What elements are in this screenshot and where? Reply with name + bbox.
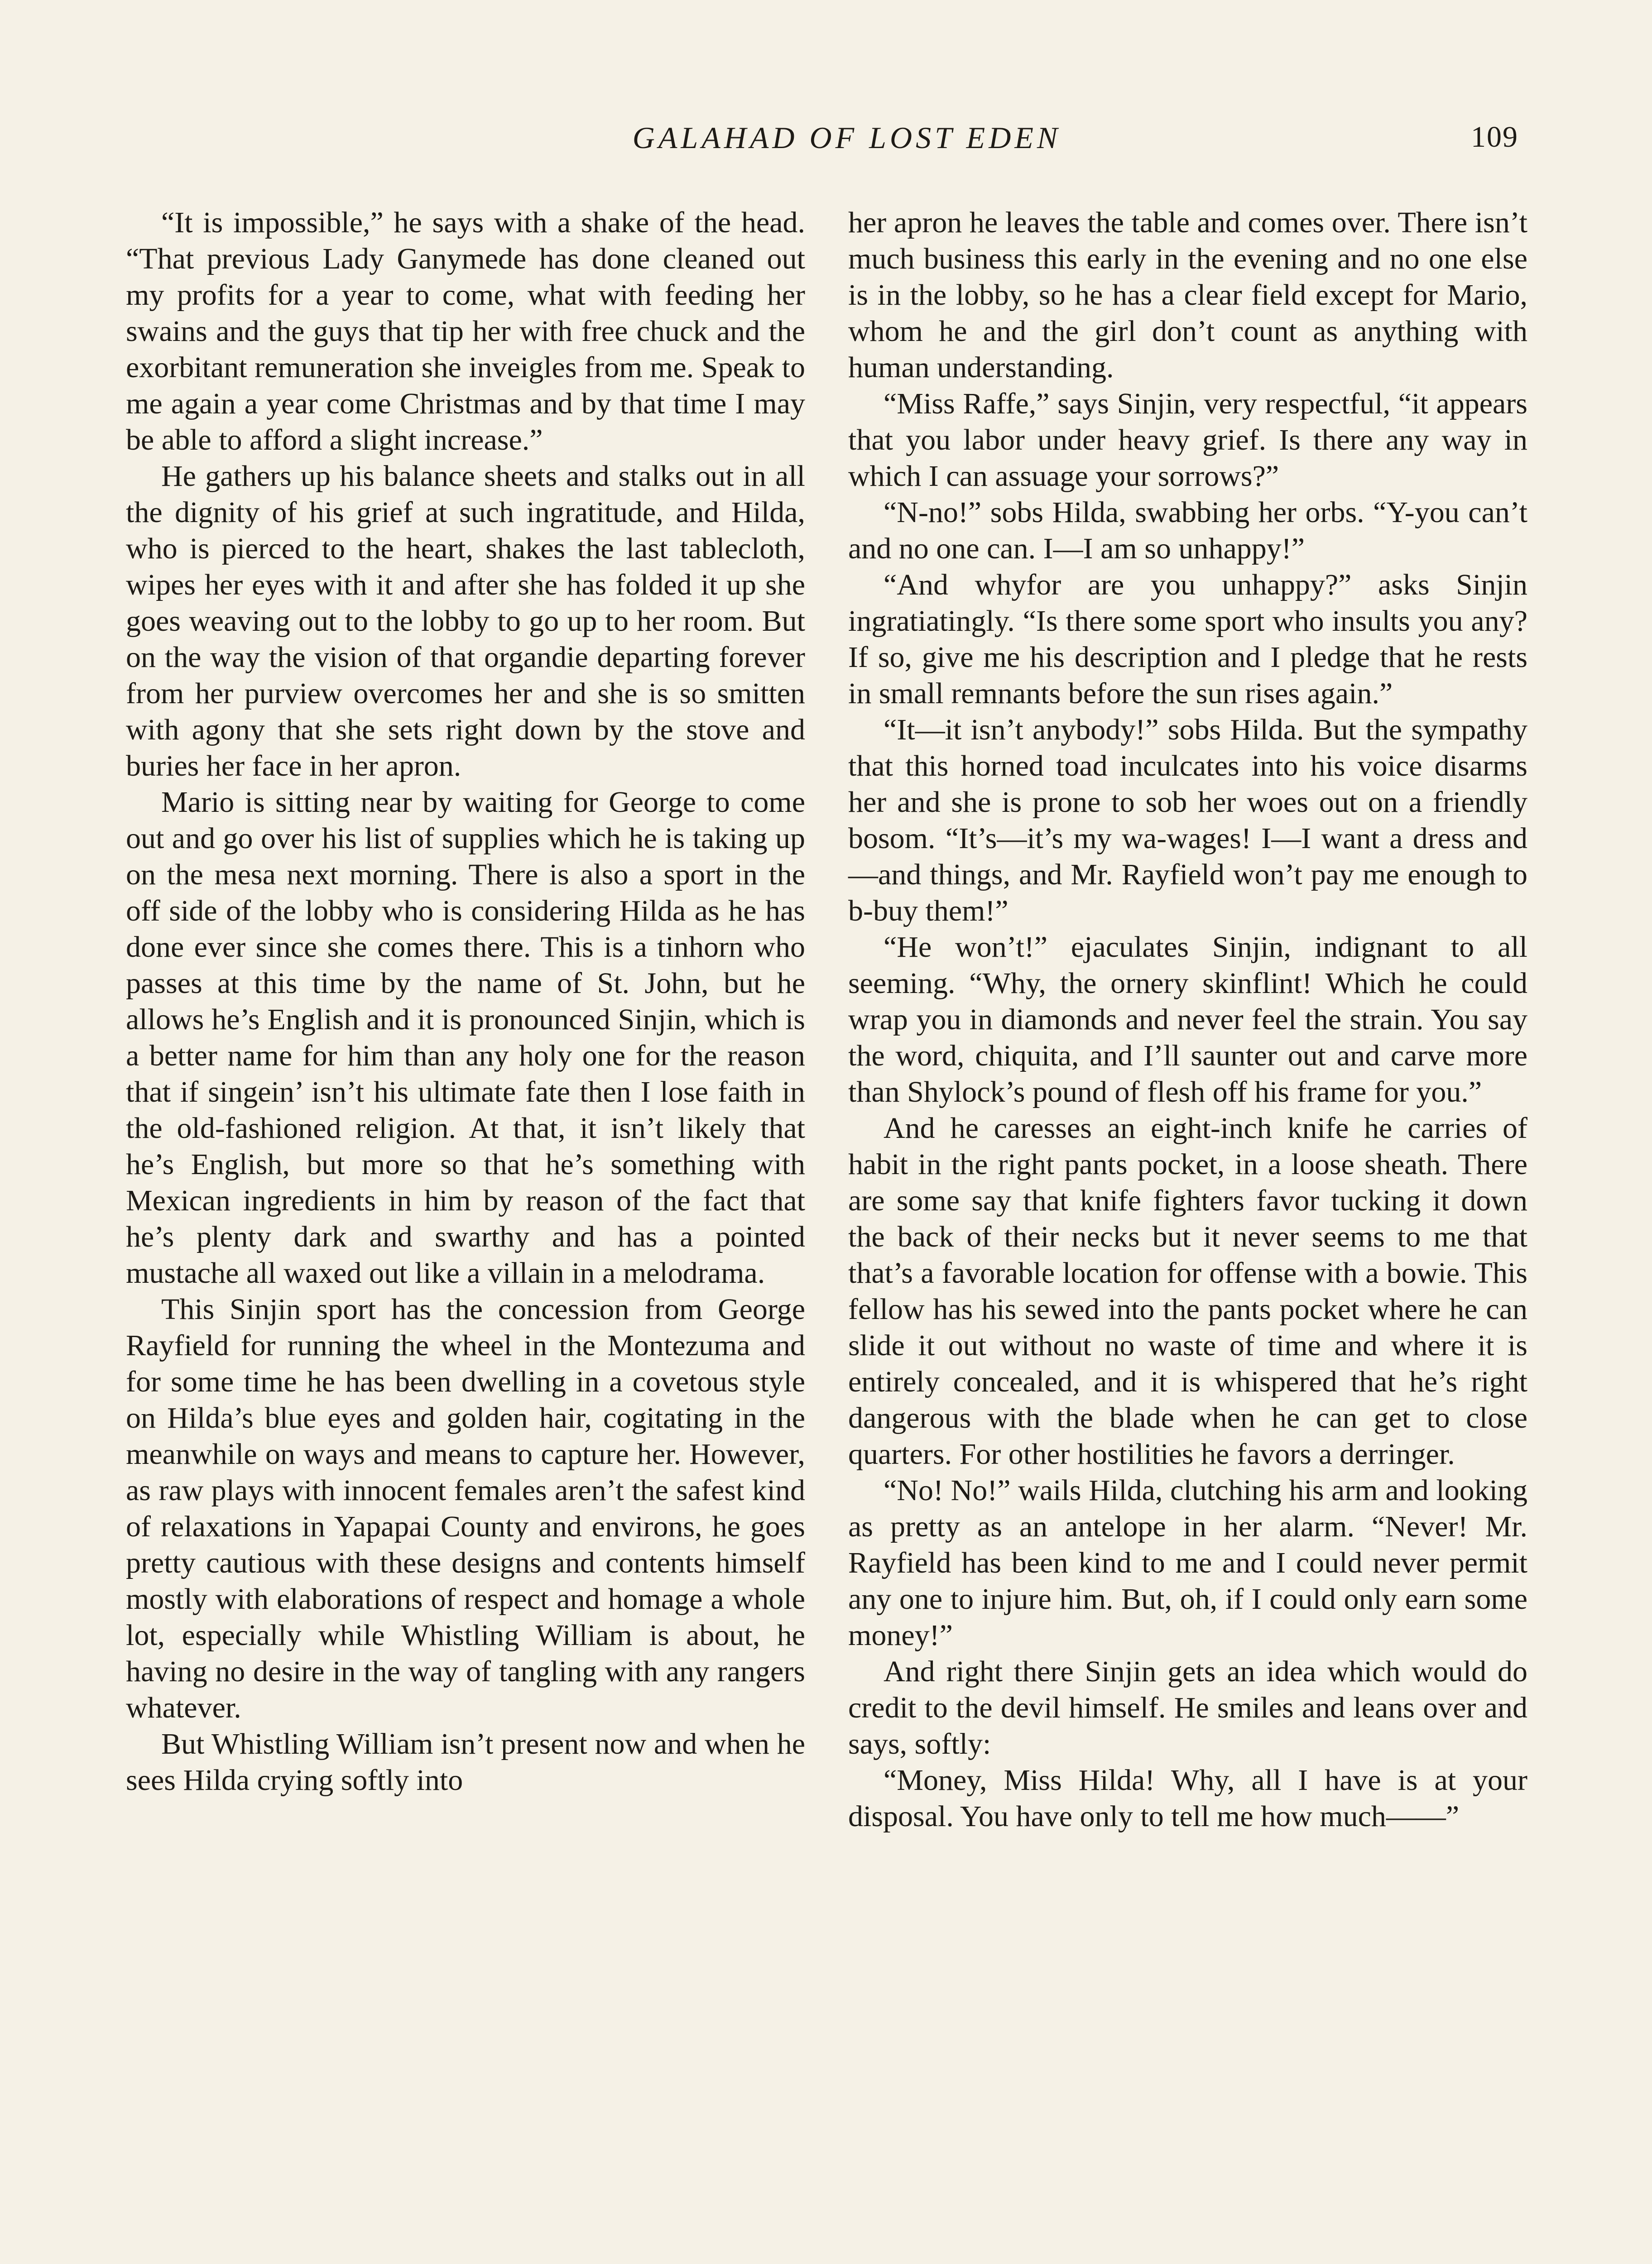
paragraph: “It is impossible,” he says with a shake of the head. “That previous Lady Ganymede has done cleaned out my profits for a year to come, what with feeding her swains and the guys that tip her with free chuck and the exorbitant remuneration she inveigles from me. Speak to me again a year come Christmas and by that time I may be able to afford a slight increase.” [126, 206, 805, 456]
paragraph-continued: her apron he leaves the table and comes over. There isn’t much business this early in the evening and no one else is in the lobby, so he has a clear field except for Mario, whom he and the girl don’t count as anything with human understanding. [848, 206, 1527, 384]
right-column [848, 205, 1527, 1835]
paragraph: “Money, Miss Hilda! Why, all I have is at your disposal. You have only to tell me how much——” [848, 1764, 1527, 1833]
paragraph: “And whyfor are you unhappy?” asks Sinjin ingratiatingly. “Is there some sport who insults you any? If so, give me his description and I pledge that he rests in small remnants before the sun rises again.” [848, 568, 1527, 710]
page-number: 109 [1471, 120, 1518, 153]
paragraph: “N-no!” sobs Hilda, swabbing her orbs. “Y-you can’t and no one can. I—I am so unhappy!” [848, 496, 1527, 565]
paragraph: Mario is sitting near by waiting for George to come out and go over his list of supplies which he is taking up on the mesa next morning. There is also a sport in the off side of the lobby who is considering Hilda as he has done ever since she comes there. This is a tinhorn who passes at this time by the name of St. John, but he allows he’s English and it is pronounced Sinjin, which is a better name for him than any holy one for the reason that if singein’ isn’t his ultimate fate then I lose faith in the old-fashioned religion. At that, it isn’t likely that he’s English, but more so that he’s something with Mexican ingredients in him by reason of the fact that he’s plenty dark and swarthy and has a pointed mustache all waxed out like a villain in a melodrama. [126, 786, 805, 1290]
paragraph: “No! No!” wails Hilda, clutching his arm and looking as pretty as an antelope in her alarm. “Never! Mr. Rayfield has been kind to me and I could never permit any one to injure him. But, oh, if I could only earn some money!” [848, 1474, 1527, 1652]
paragraph: “It—it isn’t anybody!” sobs Hilda. But the sympathy that this horned toad inculcates into his voice disarms her and she is prone to sob her woes out on a friendly bosom. “It’s—it’s my wa-wages! I—I want a dress and—and things, and Mr. Rayfield won’t pay me enough to b-buy them!” [848, 713, 1527, 927]
running-title: GALAHAD OF LOST EDEN [632, 120, 1061, 155]
paragraph: He gathers up his balance sheets and stalks out in all the dignity of his grief at such ingratitude, and Hilda, who is pierced to the heart, shakes the last tablecloth, wipes her eyes with it and after she has folded it up she goes weaving out to the lobby to go up to her room. But on the way the vision of that organdie departing forever from her purview overcomes her and she is so smitten with agony that she sets right down by the stove and buries her face in her apron. [126, 460, 805, 782]
paragraph: “Miss Raffe,” says Sinjin, very respectful, “it appears that you labor under heavy grief. Is there any way in which I can assuage your sorrows?” [848, 387, 1527, 493]
paragraph: And right there Sinjin gets an idea which would do credit to the devil himself. He smiles and leans over and says, softly: [848, 1655, 1527, 1760]
paragraph: This Sinjin sport has the concession from George Rayfield for running the wheel in the Montezuma and for some time he has been dwelling in a covetous style on Hilda’s blue eyes and golden hair, cogitating in the meanwhile on ways and means to capture her. However, as raw plays with innocent females aren’t the safest kind of relaxations in Yapapai County and environs, he goes pretty cautious with these designs and contents himself mostly with elaborations of respect and homage a whole lot, especially while Whistling William is about, he having no desire in the way of tangling with any rangers whatever. [126, 1293, 805, 1724]
paragraph: “He won’t!” ejaculates Sinjin, indignant to all seeming. “Why, the ornery skinflint! Which he could wrap you in diamonds and never feel the strain. You say the word, chiquita, and I’ll saunter out and carve more than Shylock’s pound of flesh off his frame for you.” [848, 931, 1527, 1108]
paragraph: And he caresses an eight-inch knife he carries of habit in the right pants pocket, in a loose sheath. There are some say that knife fighters favor tucking it down the back of their necks but it never seems to me that that’s a favorable location for offense with a bowie. This fellow has his sewed into the pants pocket where he can slide it out without no waste of time and where it is entirely concealed, and it is whispered that he’s right dangerous with the blade when he can get to close quarters. For other hostilities he favors a derringer. [848, 1112, 1527, 1471]
left-column [126, 205, 805, 1799]
paragraph: But Whistling William isn’t present now and when he sees Hilda crying softly into [126, 1727, 805, 1797]
